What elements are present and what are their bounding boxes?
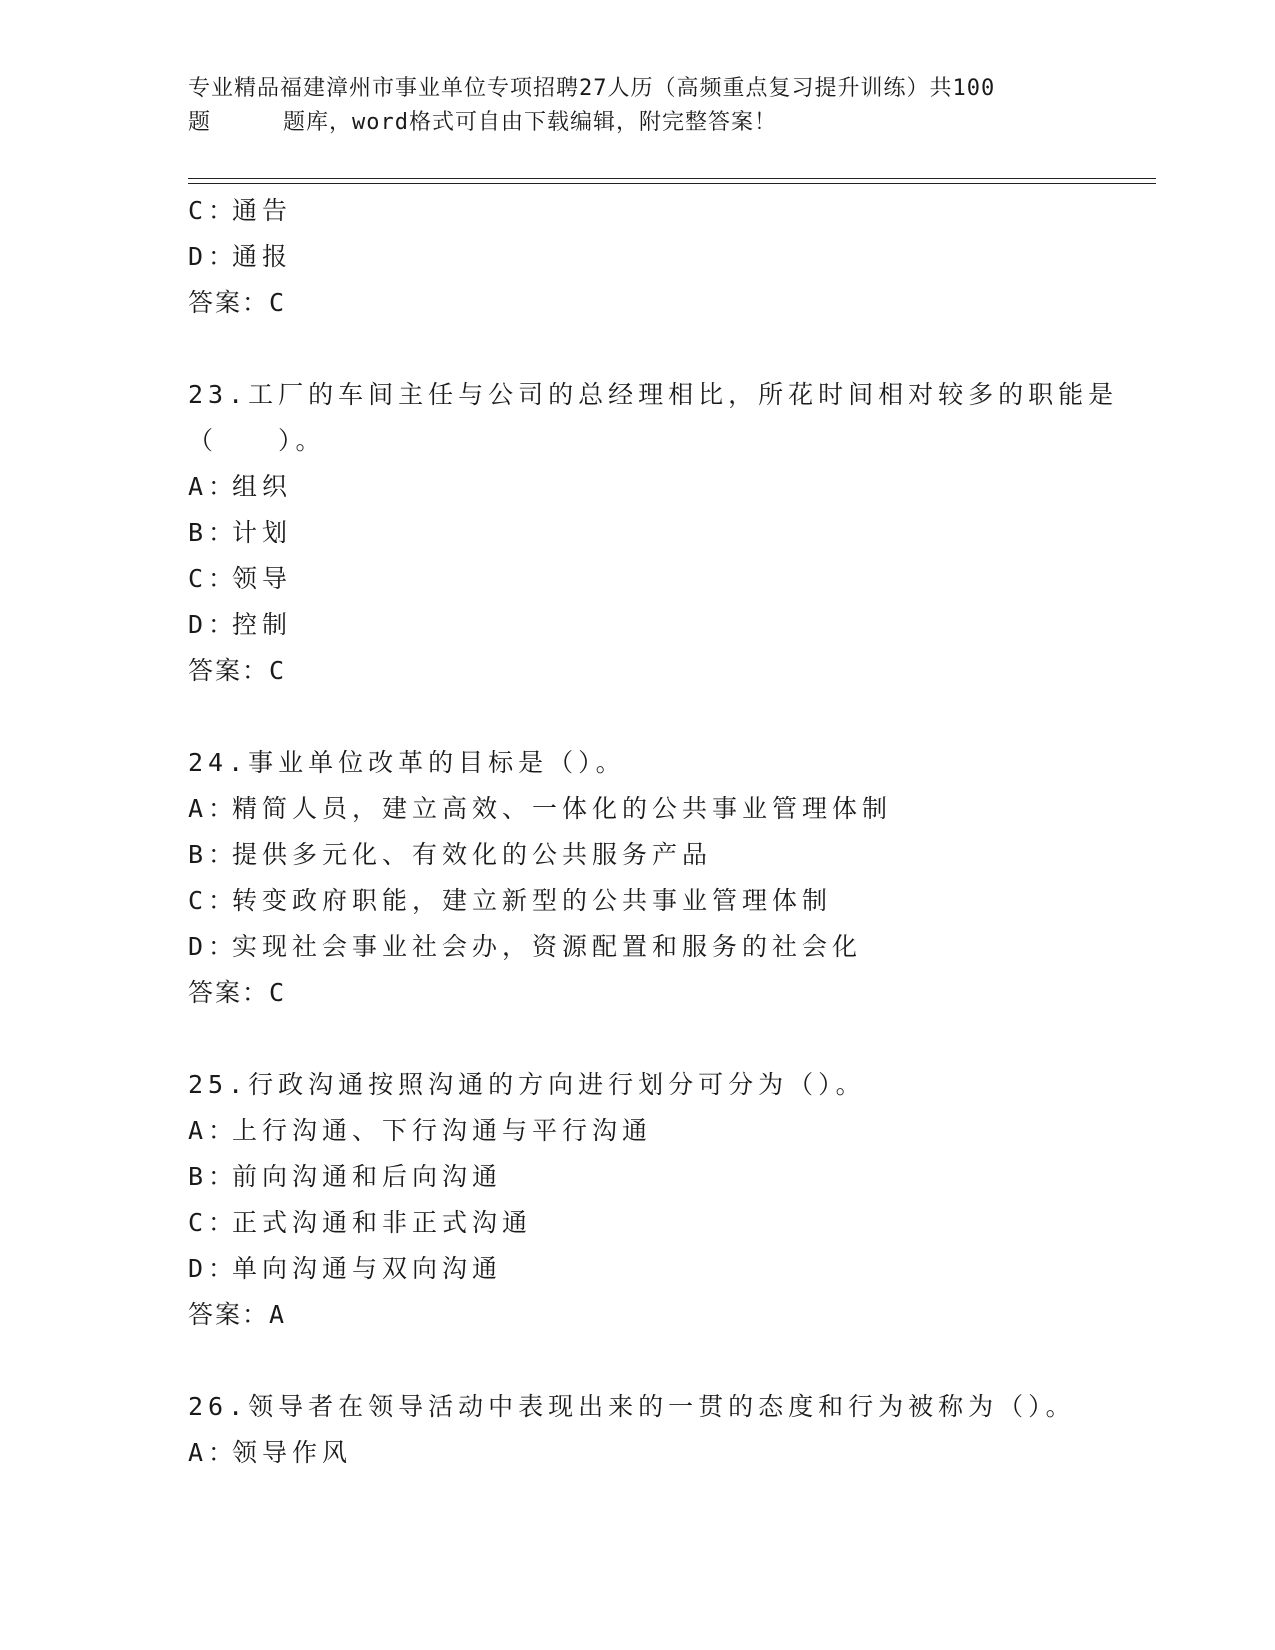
answer-line: 答案：C bbox=[188, 288, 287, 317]
option-text: 领导 bbox=[232, 564, 293, 593]
option-text: 计划 bbox=[232, 518, 293, 547]
header-line-2-end: 题库，word格式可自由下载编辑，附完整答案！ bbox=[283, 110, 777, 135]
option-row bbox=[188, 188, 1148, 234]
option-label: C： bbox=[188, 196, 239, 225]
option-row bbox=[188, 602, 1148, 648]
answer-line: 答案：C bbox=[188, 656, 287, 685]
question-stem-continued: （ ）。 bbox=[188, 426, 326, 455]
option-label: A： bbox=[188, 1116, 239, 1145]
option-text: 通报 bbox=[232, 242, 293, 271]
option-text: 组织 bbox=[232, 472, 293, 501]
option-label: D： bbox=[188, 242, 239, 271]
option-label: C： bbox=[188, 886, 239, 915]
option-text: 控制 bbox=[232, 610, 293, 639]
option-text: 通告 bbox=[232, 196, 293, 225]
header-divider-top bbox=[188, 178, 1156, 179]
option-label: D： bbox=[188, 1254, 239, 1283]
option-row bbox=[188, 924, 1148, 970]
option-text: 实现社会事业社会办，资源配置和服务的社会化 bbox=[232, 932, 863, 961]
header-line-2-start: 题 bbox=[188, 110, 212, 135]
option-label: A： bbox=[188, 794, 239, 823]
answer-line: 答案：A bbox=[188, 1300, 287, 1329]
option-row bbox=[188, 234, 1148, 280]
option-label: B： bbox=[188, 840, 239, 869]
option-row bbox=[188, 1154, 1148, 1200]
question-stem: 23.工厂的车间主任与公司的总经理相比，所花时间相对较多的职能是 bbox=[188, 380, 1119, 409]
option-text: 前向沟通和后向沟通 bbox=[232, 1162, 503, 1191]
option-label: A： bbox=[188, 1438, 239, 1467]
option-text: 精简人员，建立高效、一体化的公共事业管理体制 bbox=[232, 794, 893, 823]
header-divider-bottom bbox=[188, 183, 1156, 184]
option-row bbox=[188, 510, 1148, 556]
option-text: 提供多元化、有效化的公共服务产品 bbox=[232, 840, 713, 869]
header-line-1: 专业精品福建漳州市事业单位专项招聘27人历（高频重点复习提升训练）共100 bbox=[188, 76, 996, 101]
option-row bbox=[188, 1246, 1148, 1292]
option-row bbox=[188, 832, 1148, 878]
option-row bbox=[188, 1200, 1148, 1246]
option-label: B： bbox=[188, 1162, 239, 1191]
option-text: 上行沟通、下行沟通与平行沟通 bbox=[232, 1116, 653, 1145]
option-label: B： bbox=[188, 518, 239, 547]
option-text: 转变政府职能，建立新型的公共事业管理体制 bbox=[232, 886, 833, 915]
option-label: D： bbox=[188, 932, 239, 961]
option-text: 单向沟通与双向沟通 bbox=[232, 1254, 503, 1283]
option-row bbox=[188, 1108, 1148, 1154]
header-line-2 bbox=[188, 106, 1088, 140]
option-text: 正式沟通和非正式沟通 bbox=[232, 1208, 533, 1237]
question-stem: 26.领导者在领导活动中表现出来的一贯的态度和行为被称为（）。 bbox=[188, 1392, 1076, 1421]
option-label: A： bbox=[188, 472, 239, 501]
option-row bbox=[188, 556, 1148, 602]
option-row bbox=[188, 786, 1148, 832]
option-label: C： bbox=[188, 1208, 239, 1237]
option-row bbox=[188, 464, 1148, 510]
option-row bbox=[188, 878, 1148, 924]
answer-line: 答案：C bbox=[188, 978, 287, 1007]
question-stem: 25.行政沟通按照沟通的方向进行划分可分为（）。 bbox=[188, 1070, 866, 1099]
document-header bbox=[188, 72, 1088, 140]
question-list bbox=[188, 188, 1148, 1476]
option-row bbox=[188, 1430, 1148, 1476]
option-label: C： bbox=[188, 564, 239, 593]
question-stem: 24.事业单位改革的目标是（）。 bbox=[188, 748, 626, 777]
option-text: 领导作风 bbox=[232, 1438, 353, 1467]
option-label: D： bbox=[188, 610, 239, 639]
